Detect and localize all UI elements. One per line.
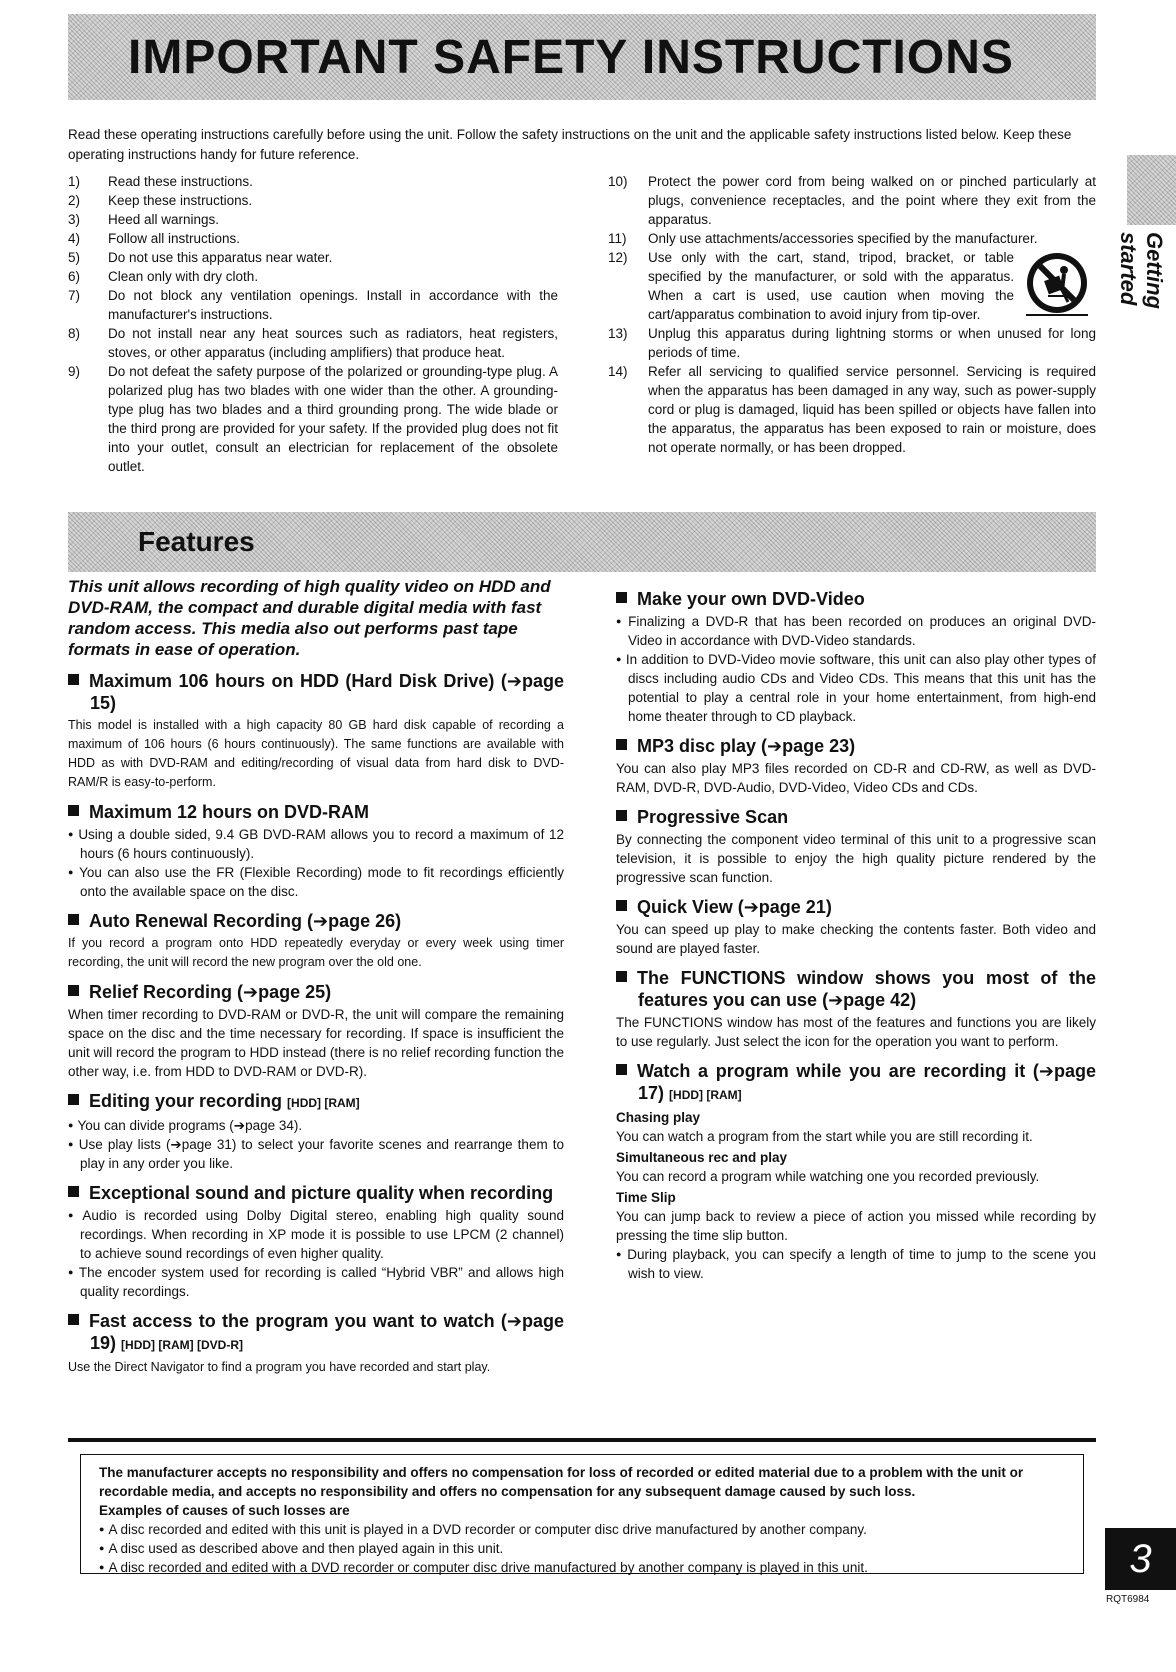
feature-heading: Maximum 106 hours on HDD (Hard Disk Drive) (➔page 15) xyxy=(68,670,564,714)
feature-item xyxy=(616,735,1096,797)
feature-heading: The FUNCTIONS window shows you most of the features you can use (➔page 42) xyxy=(616,967,1096,1011)
features-column-left xyxy=(68,576,564,1386)
feature-heading: Quick View (➔page 21) xyxy=(616,896,1096,918)
media-tags: [HDD] [RAM] xyxy=(287,1096,360,1110)
feature-heading: Editing your recording [HDD] [RAM] xyxy=(68,1090,564,1114)
disclaimer-box xyxy=(80,1454,1084,1574)
safety-item: 11) Only use attachments/accessories specified by the manufacturer. xyxy=(608,231,1038,246)
feature-item xyxy=(68,981,564,1081)
feature-bullet: ● During playback, you can specify a length of time to jump to the scene you wish to view. xyxy=(616,1245,1096,1283)
example-bullet: ● A disc recorded and edited with this unit is played in a DVD recorder or computer disc drive manufactured by another company. xyxy=(99,1520,1069,1539)
safety-item: 7) Do not block any ventilation openings. Install in accordance with the manufacturer's instructions. xyxy=(68,288,558,322)
square-bullet-icon xyxy=(616,739,627,750)
feature-body: You can watch a program from the start while you are still recording it. xyxy=(616,1129,1033,1144)
feature-heading: Fast access to the program you want to watch (➔page 19) [HDD] [RAM] [DVD-R] xyxy=(68,1310,564,1356)
feature-body: This model is installed with a high capacity 80 GB hard disk capable of recording a maximum of 106 hours (6 hours continuously). The same functions are available with HDD as with DVD-RAM and editing/recording of visual data from hard disk to DVD-RAM/R is easy-to-perform. xyxy=(68,718,564,789)
safety-item: 5) Do not use this apparatus near water. xyxy=(68,250,333,265)
feature-bullet: ● The encoder system used for recording is called “Hybrid VBR” and allows high quality recordings. xyxy=(68,1263,564,1301)
feature-heading: Progressive Scan xyxy=(616,806,1096,828)
feature-bullet: ● Audio is recorded using Dolby Digital stereo, enabling high quality sound recordings. When recording in XP mode it is possible to use LPCM (2 channel) to achieve sound recordings of even higher quality. xyxy=(68,1206,564,1263)
safety-list-left xyxy=(68,172,558,476)
square-bullet-icon xyxy=(68,805,79,816)
feature-body: If you record a program onto HDD repeatedly everyday or every week using timer recording, the unit will record the new program over the old one. xyxy=(68,936,564,969)
example-bullet: ● A disc recorded and edited with a DVD recorder or computer disc drive manufactured by another company is played in this unit. xyxy=(99,1558,1069,1577)
feature-item xyxy=(68,670,564,792)
feature-body: You can record a program while watching one you recorded previously. xyxy=(616,1169,1040,1184)
page-number: 3 xyxy=(1105,1528,1176,1590)
safety-item: 2) Keep these instructions. xyxy=(68,193,253,208)
feature-heading: Relief Recording (➔page 25) xyxy=(68,981,564,1003)
feature-item xyxy=(616,896,1096,958)
title-banner xyxy=(68,14,1096,100)
square-bullet-icon xyxy=(68,1094,79,1105)
feature-bullet: ● You can also use the FR (Flexible Recording) mode to fit recordings efficiently onto the available space on the disc. xyxy=(68,863,564,901)
intro-text: Read these operating instructions carefully before using the unit. Follow the safety instructions on the unit and the applicable safety instructions listed below. Keep these operating instructions handy for future reference. xyxy=(68,127,1072,162)
feature-heading: Exceptional sound and picture quality when recording xyxy=(68,1182,564,1204)
feature-body: By connecting the component video terminal of this unit to a progressive scan television, it is possible to enjoy the high quality picture rendered by the progressive scan function. xyxy=(616,832,1096,885)
media-tags: [HDD] [RAM] [DVD-R] xyxy=(121,1338,243,1352)
square-bullet-icon xyxy=(68,914,79,925)
square-bullet-icon xyxy=(68,674,79,685)
feature-subheading: Chasing play xyxy=(616,1110,701,1125)
square-bullet-icon xyxy=(616,1064,627,1075)
feature-body: When timer recording to DVD-RAM or DVD-R, the unit will compare the remaining space on the disc and the time necessary for recording. If space is insufficient the unit will record the program to HDD instead (there is no relief recording function the other way, i.e. from HDD to DVD-RAM or DVD-R). xyxy=(68,1007,564,1079)
feature-heading: Make your own DVD-Video xyxy=(616,588,1096,610)
safety-item: 3) Heed all warnings. xyxy=(68,212,220,227)
feature-bullet: ● In addition to DVD-Video movie software, this unit can also play other types of discs including audio CDs and Video CDs. This means that this unit has the potential to play a central role in your home entertainment, from high-end home theater through to CD playback. xyxy=(616,650,1096,726)
safety-item: 14) Refer all servicing to qualified service personnel. Servicing is required when the apparatus has been damaged in any way, such as power-supply cord or plug is damaged, liquid has been spilled or objects have fallen into the apparatus, the apparatus has been exposed to rain or moisture, does not operate normally, or has been dropped. xyxy=(608,364,1096,455)
feature-subheading: Time Slip xyxy=(616,1190,676,1205)
square-bullet-icon xyxy=(68,1186,79,1197)
safety-item: 6) Clean only with dry cloth. xyxy=(68,269,259,284)
safety-list-right xyxy=(608,172,1096,457)
page-title: IMPORTANT SAFETY INSTRUCTIONS xyxy=(128,31,1014,84)
media-tags: [HDD] [RAM] xyxy=(669,1088,742,1102)
side-section-label: Getting started xyxy=(1116,232,1167,309)
features-column-right xyxy=(616,588,1096,1292)
side-tab-marker xyxy=(1127,155,1176,225)
feature-body: You can speed up play to make checking the contents faster. Both video and sound are played faster. xyxy=(616,922,1096,956)
divider-rule xyxy=(68,1438,1096,1442)
cart-tipover-warning-icon xyxy=(1022,248,1092,318)
feature-item xyxy=(68,1090,564,1173)
example-bullet: ● A disc used as described above and then played again in this unit. xyxy=(99,1539,1069,1558)
safety-item: 13) Unplug this apparatus during lightning storms or when unused for long periods of time. xyxy=(608,326,1096,360)
safety-item: 9) Do not defeat the safety purpose of the polarized or grounding-type plug. A polarized plug has two blades with one wider than the other. A grounding-type plug has two blades and a third grounding prong. The wide blade or the third prong are provided for your safety. If the provided plug does not fit into your outlet, consult an electrician for replacement of the obsolete outlet. xyxy=(68,364,558,474)
features-banner xyxy=(68,512,1096,572)
square-bullet-icon xyxy=(68,985,79,996)
square-bullet-icon xyxy=(616,971,627,982)
feature-body: You can also play MP3 files recorded on CD-R and CD-RW, as well as DVD-RAM, DVD-R, DVD-Audio, DVD-Video, Video CDs and CDs. xyxy=(616,761,1096,795)
square-bullet-icon xyxy=(616,810,627,821)
square-bullet-icon xyxy=(68,1314,79,1325)
disclaimer-text: The manufacturer accepts no responsibility and offers no compensation for loss of recorded or edited material due to a problem with the unit or recordable media, and accepts no responsibility and offers no compensation for any subsequent damage caused by such loss. xyxy=(99,1465,1024,1499)
feature-heading: Auto Renewal Recording (➔page 26) xyxy=(68,910,564,932)
square-bullet-icon xyxy=(616,900,627,911)
feature-body: The FUNCTIONS window has most of the features and functions you are likely to use regularly. Just select the icon for the operation you want to perform. xyxy=(616,1015,1096,1049)
feature-item xyxy=(616,967,1096,1051)
feature-item xyxy=(68,910,564,972)
feature-heading: Maximum 12 hours on DVD-RAM xyxy=(68,801,564,823)
features-lead: This unit allows recording of high quality video on HDD and DVD-RAM, the compact and durable digital media with fast random access. This media also out performs past tape formats in ease of operation. xyxy=(68,577,551,659)
feature-item xyxy=(68,801,564,901)
safety-item: 10) Protect the power cord from being walked on or pinched particularly at plugs, convenience receptacles, and the point where they exit from the apparatus. xyxy=(608,174,1096,227)
feature-body: You can jump back to review a piece of action you missed while recording by pressing the time slip button. xyxy=(616,1209,1096,1243)
safety-item: 12) Use only with the cart, stand, tripod, bracket, or table specified by the manufacturer, or sold with the apparatus. When a cart is used, use caution when moving the cart/apparatus combination to avoid injury from tip-over. xyxy=(608,248,1096,324)
safety-item: 8) Do not install near any heat sources such as radiators, heat registers, stoves, or other apparatus (including amplifiers) that produce heat. xyxy=(68,326,558,360)
feature-heading: MP3 disc play (➔page 23) xyxy=(616,735,1096,757)
model-code: RQT6984 xyxy=(1106,1594,1150,1605)
feature-item xyxy=(68,1182,564,1301)
feature-heading: Watch a program while you are recording it (➔page 17) [HDD] [RAM] xyxy=(616,1060,1096,1106)
safety-item: 1) Read these instructions. xyxy=(68,174,253,189)
examples-heading: Examples of causes of such losses are xyxy=(99,1503,350,1518)
feature-bullet: ● Using a double sided, 9.4 GB DVD-RAM allows you to record a maximum of 12 hours (6 hours continuously). xyxy=(68,825,564,863)
feature-bullet: ● Finalizing a DVD-R that has been recorded on produces an original DVD-Video in accordance with DVD-Video standards. xyxy=(616,612,1096,650)
feature-body: Use the Direct Navigator to find a program you have recorded and start play. xyxy=(68,1360,491,1374)
features-title: Features xyxy=(138,526,255,557)
feature-bullet: ● Use play lists (➔page 31) to select your favorite scenes and rearrange them to play in any order you like. xyxy=(68,1135,564,1173)
square-bullet-icon xyxy=(616,592,627,603)
safety-item: 4) Follow all instructions. xyxy=(68,231,241,246)
feature-subheading: Simultaneous rec and play xyxy=(616,1150,788,1165)
feature-item xyxy=(68,1310,564,1377)
feature-item xyxy=(616,588,1096,726)
feature-bullet: ● You can divide programs (➔page 34). xyxy=(68,1116,564,1135)
feature-item xyxy=(616,1060,1096,1283)
feature-item xyxy=(616,806,1096,887)
